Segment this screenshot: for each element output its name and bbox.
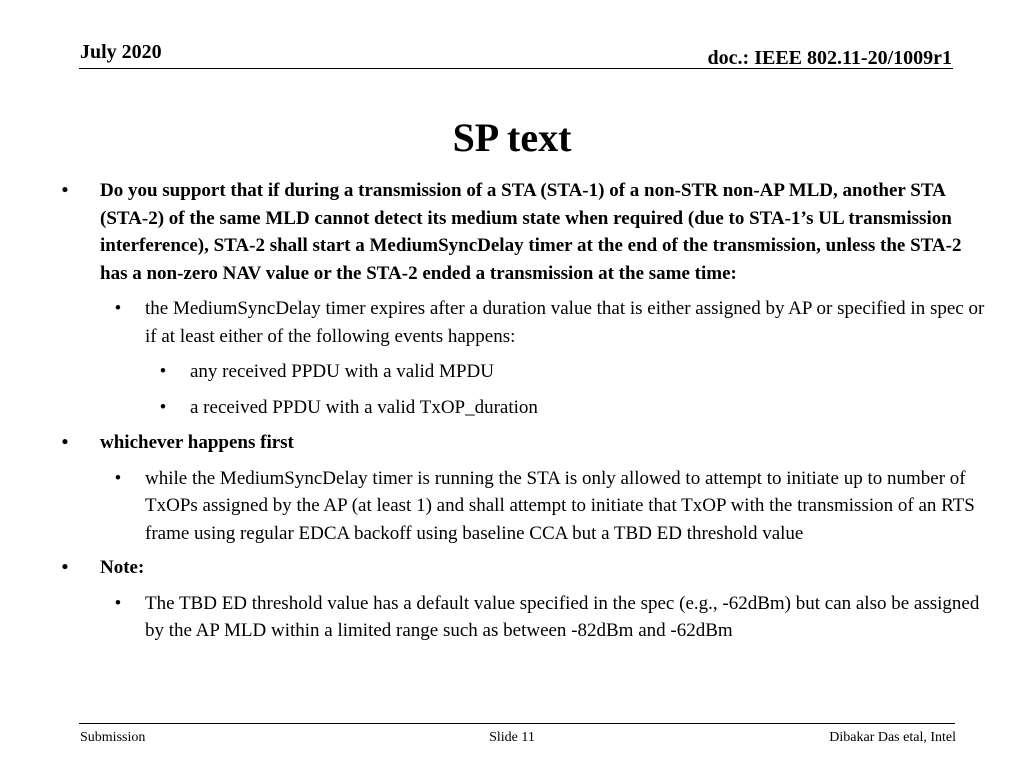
bullet-icon: • — [61, 557, 69, 578]
sub-bullet-item — [56, 590, 986, 645]
header-date: July 2020 — [80, 41, 162, 63]
bullet-text: while the MediumSyncDelay timer is running the STA is only allowed to attempt to initiate up to number of TxOPs assigned by the AP (at least 1) and shall attempt to initiate that TxOP with the transmission of an RTS frame using regular EDCA backoff using baseline CCA but a TBD ED threshold value — [145, 467, 975, 544]
bullet-icon: • — [114, 592, 122, 614]
bullet-text: the MediumSyncDelay timer expires after a duration value that is either assigned by AP or specified in spec or if at least either of the following events happens: — [145, 298, 985, 347]
bullet-icon: • — [61, 432, 69, 453]
bullet-icon: • — [159, 361, 167, 382]
bullet-text: a received PPDU with a valid TxOP_duration — [190, 396, 538, 418]
bullet-icon: • — [61, 180, 69, 201]
slide-title: SP text — [452, 115, 572, 160]
bullet-text: Note: — [100, 557, 145, 578]
bullet-icon: • — [114, 467, 122, 489]
footer-submission: Submission — [80, 730, 146, 745]
sub-bullet-item — [56, 465, 986, 548]
bullet-text: The TBD ED threshold value has a default value specified in the spec (e.g., -62dBm) but can also be assigned by the AP MLD within a limited range such as between -82dBm and -62dBm — [145, 592, 980, 641]
sub-sub-bullet-item — [56, 394, 986, 422]
bullet-item — [56, 177, 986, 287]
bullet-text: whichever happens first — [100, 432, 294, 453]
bullet-text: Do you support that if during a transmission of a STA (STA-1) of a non-STR non-AP MLD, another STA (STA-2) of the same MLD cannot detect its medium state when required (due to STA-1’s UL transmission interference), STA-2 shall start a MediumSyncDelay timer at the end of the transmission, unless the STA-2 has a non-zero NAV value or the STA-2 ended a transmission at the same time: — [100, 180, 962, 284]
footer-slide-number: Slide 11 — [489, 730, 535, 745]
bullet-item — [56, 554, 986, 582]
bullet-icon: • — [159, 396, 167, 418]
bullet-item — [56, 429, 986, 457]
header-divider — [79, 68, 953, 69]
bullet-text: any received PPDU with a valid MPDU — [190, 361, 494, 382]
footer-divider — [79, 723, 955, 724]
header-doc-id: doc.: IEEE 802.11-20/1009r1 — [707, 47, 952, 69]
sub-sub-bullet-item — [56, 358, 986, 386]
bullet-icon: • — [114, 298, 122, 319]
slide-content — [56, 177, 986, 645]
footer-authors: Dibakar Das etal, Intel — [829, 730, 956, 745]
sub-bullet-item — [56, 295, 986, 350]
